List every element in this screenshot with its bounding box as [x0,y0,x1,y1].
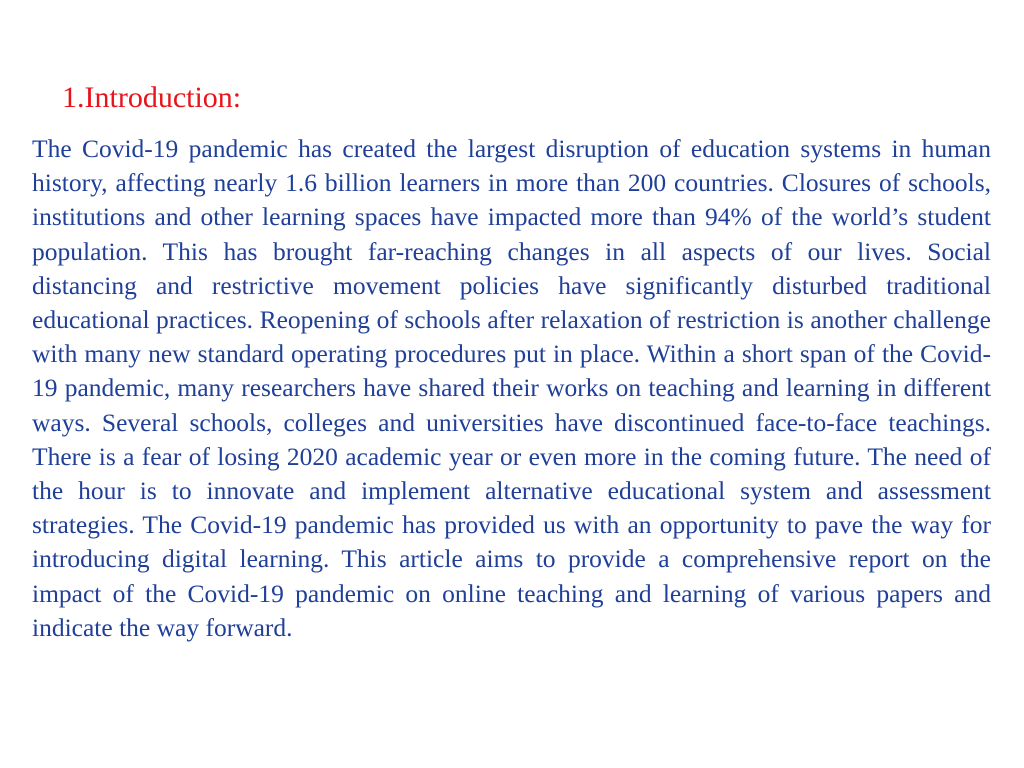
section-heading: 1.Introduction: [62,81,242,114]
intro-paragraph: The Covid-19 pandemic has created the largest disruption of education systems in human history, affecting nearly 1.6 billion learners in more than 200 countries. Closures of schools, institutions and other learning spaces have impacted more than 94% of the world’s student population. This has brought far-reaching changes in all aspects of our lives. Social distancing and restrictive movement policies have significantly disturbed traditional educational practices. Reopening of schools after relaxation of restriction is another challenge with many new standard operating procedures put in place. Within a short span of the Covid-19 pandemic, many researchers have shared their works on teaching and learning in different ways. Several schools, colleges and universities have discontinued face-to-face teachings. There is a fear of losing 2020 academic year or even more in the coming future. The need of the hour is to innovate and implement alternative educational system and assessment strategies. The Covid-19 pandemic has provided us with an opportunity to pave the way for introducing digital learning. This article aims to provide a comprehensive report on the impact of the Covid-19 pandemic on online teaching and learning of various papers and indicate the way forward. [32,134,991,642]
